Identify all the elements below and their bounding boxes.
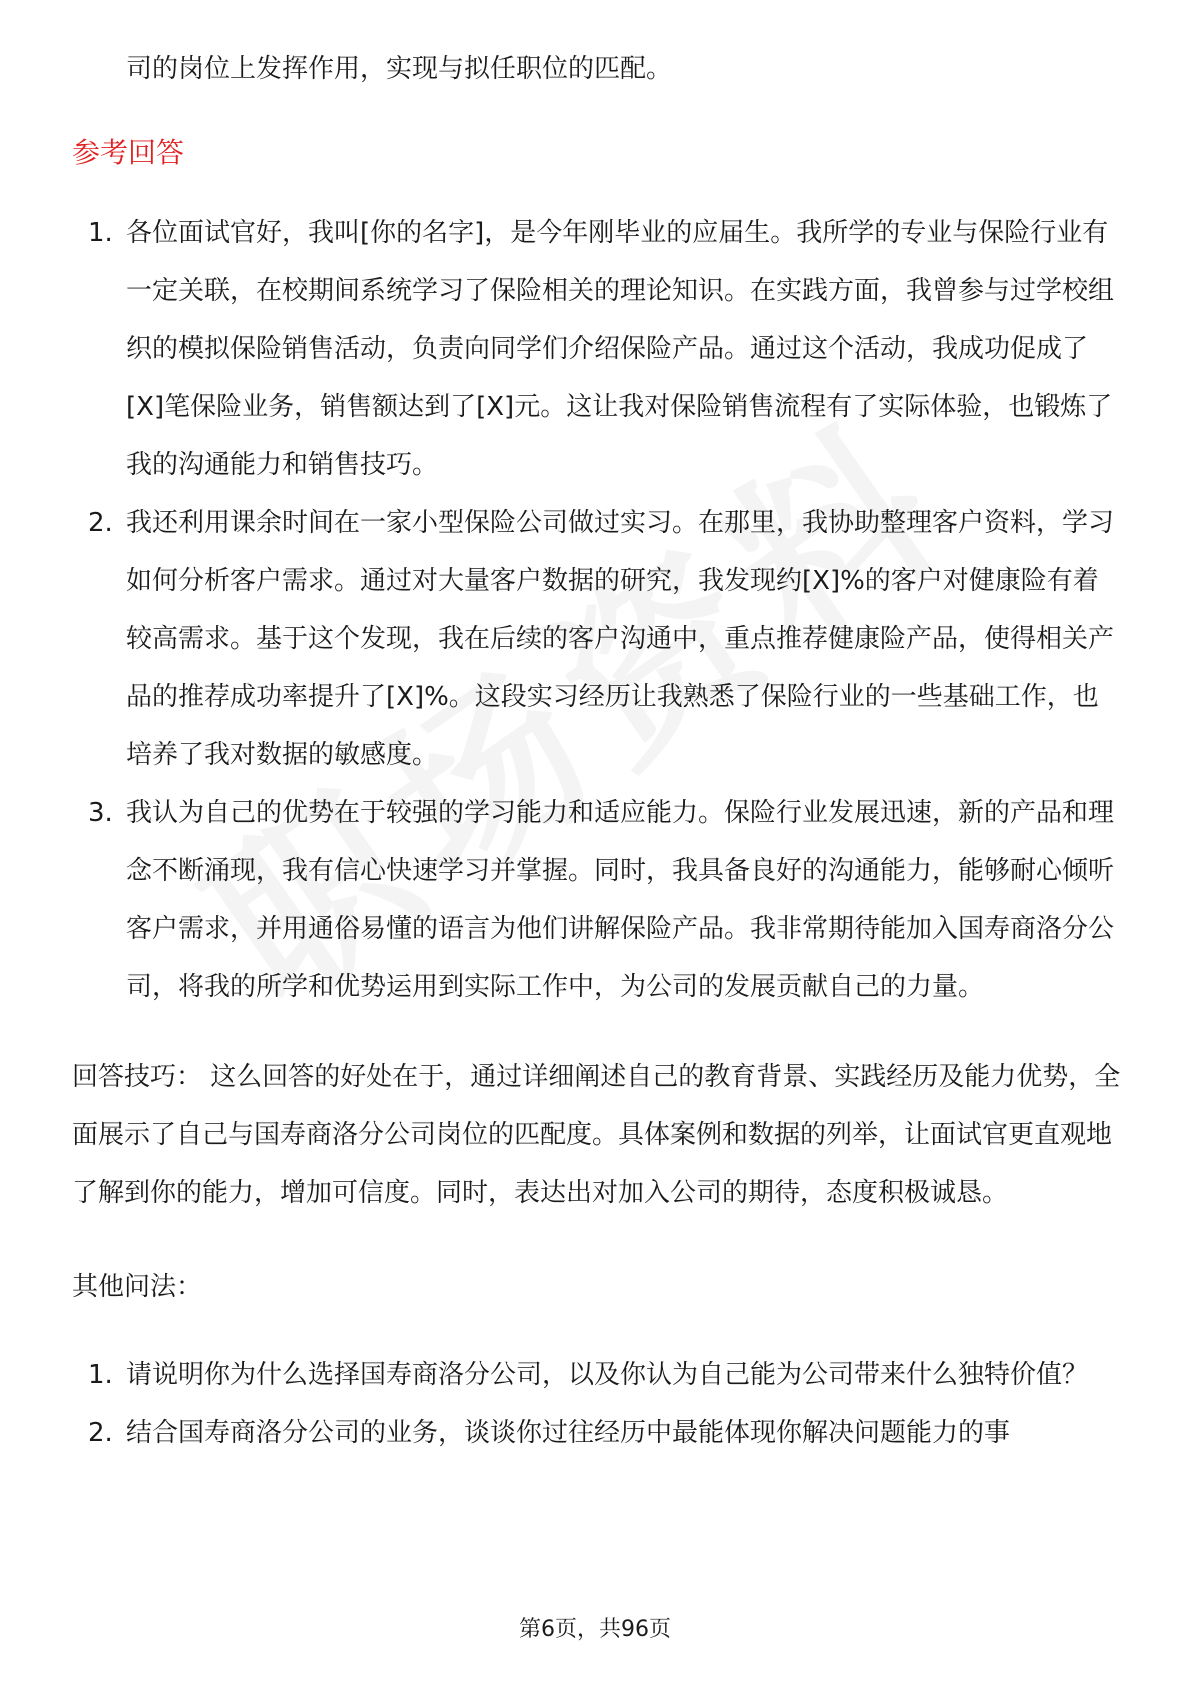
document-page — [72, 40, 1122, 1462]
list-item — [72, 204, 1122, 494]
answer-tips: 回答技巧： 这么回答的好处在于，通过详细阐述自己的教育背景、实践经历及能力优势，全面展示了自己与国寿商洛分公司岗位的匹配度。具体案例和数据的列举，让面试官更直观地了解到你的能力，增加可信度。同时，表达出对加入公司的期待，态度积极诚恳。 — [72, 1062, 1121, 1208]
list-item-text: 请说明你为什么选择国寿商洛分公司，以及你认为自己能为公司带来什么独特价值？ — [126, 1360, 1089, 1390]
list-number: 1. — [88, 1360, 113, 1390]
list-number: 2. — [88, 1418, 113, 1448]
list-item — [72, 784, 1122, 1016]
list-item-text: 我还利用课余时间在一家小型保险公司做过实习。在那里，我协助整理客户资料，学习如何分析客户需求。通过对大量客户数据的研究，我发现约[X]%的客户对健康险有着较高需求。基于这个发现，我在后续的客户沟通中，重点推荐健康险产品，使得相关产品的推荐成功率提升了[X]%。这段实习经历让我熟悉了保险行业的一些基础工作，也培养了我对数据的敏感度。 — [126, 508, 1115, 770]
answer-list — [72, 204, 1122, 1016]
list-item-text: 结合国寿商洛分公司的业务，谈谈你过往经历中最能体现你解决问题能力的事 — [126, 1418, 1011, 1448]
continuation-text: 司的岗位上发挥作用，实现与拟任职位的匹配。 — [126, 54, 673, 84]
list-number: 3. — [88, 798, 113, 828]
list-item-text: 各位面试官好，我叫[你的名字]，是今年刚毕业的应届生。我所学的专业与保险行业有一定关联，在校期间系统学习了保险相关的理论知识。在实践方面，我曾参与过学校组织的模拟保险销售活动，负责向同学们介绍保险产品。通过这个活动，我成功促成了[X]笔保险业务，销售额达到了[X]元。这让我对保险销售流程有了实际体验，也锻炼了我的沟通能力和销售技巧。 — [126, 218, 1115, 480]
other-questions-title: 其他问法： — [72, 1272, 203, 1302]
list-item — [72, 494, 1122, 784]
section-title: 参考回答 — [72, 136, 185, 169]
list-item-text: 我认为自己的优势在于较强的学习能力和适应能力。保险行业发展迅速，新的产品和理念不断涌现，我有信心快速学习并掌握。同时，我具备良好的沟通能力，能够耐心倾听客户需求，并用通俗易懂的语言为他们讲解保险产品。我非常期待能加入国寿商洛分公司，将我的所学和优势运用到实际工作中，为公司的发展贡献自己的力量。 — [126, 798, 1115, 1002]
list-item — [72, 1346, 1122, 1404]
list-item — [72, 1404, 1122, 1462]
list-number: 2. — [88, 508, 113, 538]
other-questions-list — [72, 1346, 1122, 1462]
list-number: 1. — [88, 218, 113, 248]
page-footer: 第6页，共96页 — [519, 1617, 671, 1642]
